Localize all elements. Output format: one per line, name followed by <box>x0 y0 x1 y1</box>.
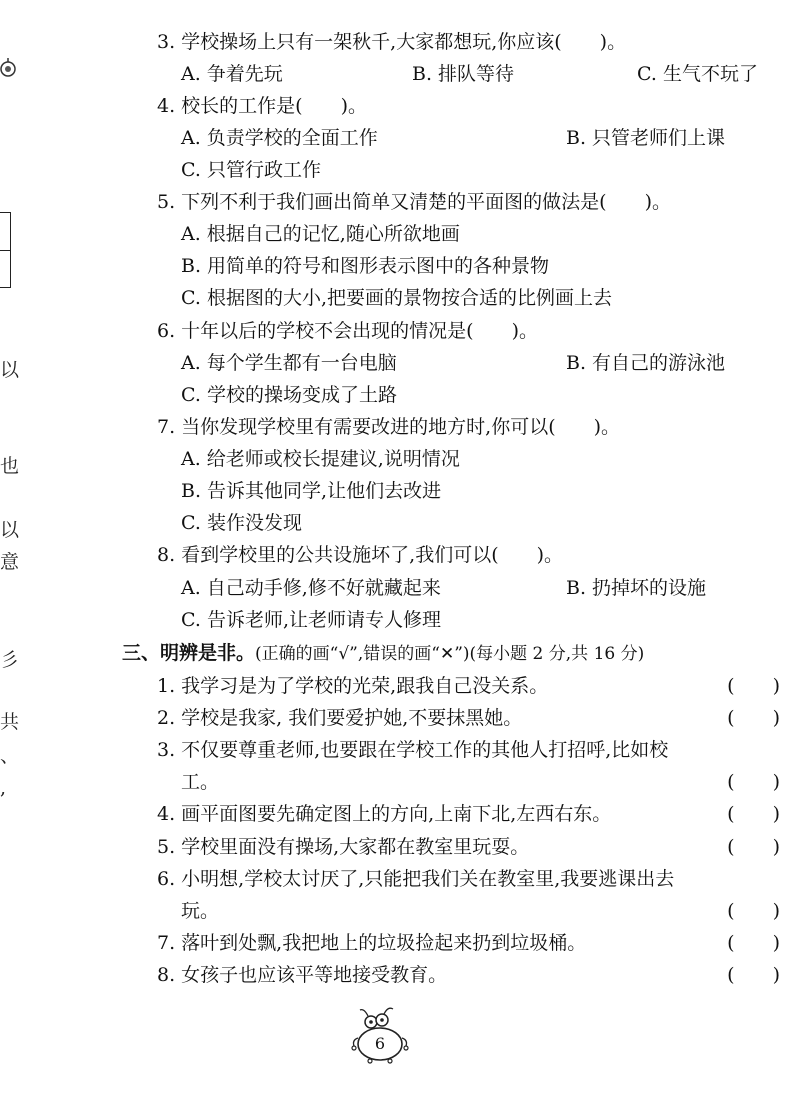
page-number-badge <box>340 1006 420 1076</box>
option-a: A. 给老师或校长提建议,说明情况 <box>181 448 460 470</box>
option-b: B. 用简单的符号和图形表示图中的各种景物 <box>181 255 550 277</box>
option-a: A. 自己动手修,修不好就藏起来 <box>181 577 441 599</box>
option-c: C. 学校的操场变成了土路 <box>181 384 397 406</box>
section-instructions: (正确的画“√”,错误的画“✕”)(每小题 2 分,共 16 分) <box>255 644 645 664</box>
page-number: 6 <box>374 1034 386 1053</box>
bell-ornament-icon <box>0 56 20 82</box>
answer-blank[interactable]: ( ) <box>727 803 780 825</box>
tf-item-continued: 玩。 <box>181 900 220 922</box>
section-heading <box>122 640 644 667</box>
option-b: B. 扔掉坏的设施 <box>566 577 707 599</box>
question-stem: 7. 当你发现学校里有需要改进的地方时,你可以( )。 <box>157 416 621 438</box>
option-c: C. 只管行政工作 <box>181 159 321 181</box>
option-c: C. 装作没发现 <box>181 512 302 534</box>
option-c: C. 生气不玩了 <box>637 63 758 85</box>
edge-fragment: 以 <box>0 360 20 380</box>
edge-fragment: 共 <box>0 712 20 732</box>
option-b: B. 有自己的游泳池 <box>566 352 726 374</box>
tf-item: 7. 落叶到处飘,我把地上的垃圾捡起来扔到垃圾桶。 <box>157 932 587 954</box>
option-c: C. 根据图的大小,把要画的景物按合适的比例画上去 <box>181 287 612 309</box>
question-stem: 3. 学校操场上只有一架秋千,大家都想玩,你应该( )。 <box>157 31 627 53</box>
tf-item: 6. 小明想,学校太讨厌了,只能把我们关在教室里,我要逃课出去 <box>157 868 675 890</box>
edge-score-box <box>0 212 11 288</box>
tf-item: 8. 女孩子也应该平等地接受教育。 <box>157 964 448 986</box>
edge-fragment: 彡 <box>0 650 20 670</box>
option-a: A. 每个学生都有一台电脑 <box>181 352 397 374</box>
question-stem: 6. 十年以后的学校不会出现的情况是( )。 <box>157 320 538 342</box>
option-b: B. 告诉其他同学,让他们去改进 <box>181 480 442 502</box>
edge-fragment: , <box>0 778 7 798</box>
edge-fragment: 、 <box>0 746 20 766</box>
option-a: A. 负责学校的全面工作 <box>181 127 378 149</box>
edge-fragment: 以 <box>0 520 20 540</box>
answer-blank[interactable]: ( ) <box>727 932 780 954</box>
answer-blank[interactable]: ( ) <box>727 836 780 858</box>
edge-fragment: 意 <box>0 552 20 572</box>
option-b: B. 排队等待 <box>412 63 515 85</box>
tf-item: 1. 我学习是为了学校的光荣,跟我自己没关系。 <box>157 675 549 697</box>
section-title: 三、明辨是非。 <box>122 642 256 664</box>
answer-blank[interactable]: ( ) <box>727 900 780 922</box>
answer-blank[interactable]: ( ) <box>727 675 780 697</box>
question-stem: 4. 校长的工作是( )。 <box>157 95 367 117</box>
tf-item: 5. 学校里面没有操场,大家都在教室里玩耍。 <box>157 836 530 858</box>
tf-item: 2. 学校是我家, 我们要爱护她,不要抹黑她。 <box>157 707 523 729</box>
question-stem: 8. 看到学校里的公共设施坏了,我们可以( )。 <box>157 544 564 566</box>
question-stem: 5. 下列不利于我们画出简单又清楚的平面图的做法是( )。 <box>157 191 671 213</box>
answer-blank[interactable]: ( ) <box>727 771 780 793</box>
option-b: B. 只管老师们上课 <box>566 127 726 149</box>
edge-fragment: 也 <box>0 456 20 476</box>
tf-item: 3. 不仅要尊重老师,也要跟在学校工作的其他人打招呼,比如校 <box>157 739 669 761</box>
tf-item-continued: 工。 <box>181 771 220 793</box>
option-c: C. 告诉老师,让老师请专人修理 <box>181 609 441 631</box>
answer-blank[interactable]: ( ) <box>727 707 780 729</box>
answer-blank[interactable]: ( ) <box>727 964 780 986</box>
option-a: A. 争着先玩 <box>181 63 283 85</box>
option-a: A. 根据自己的记忆,随心所欲地画 <box>181 223 460 245</box>
tf-item: 4. 画平面图要先确定图上的方向,上南下北,左西右东。 <box>157 803 612 825</box>
